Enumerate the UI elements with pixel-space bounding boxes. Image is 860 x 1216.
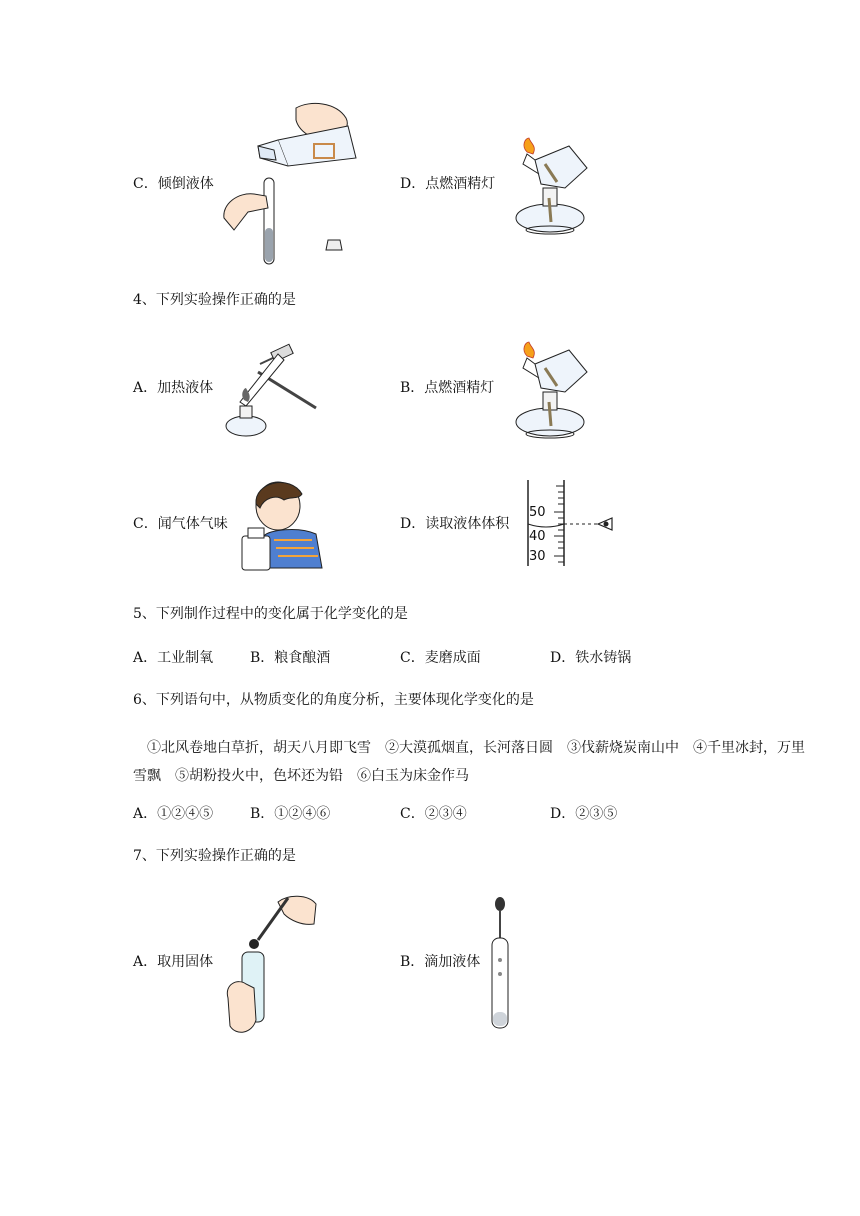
smell-gas-illustration <box>238 474 328 574</box>
q5-stem: 5、下列制作过程中的变化属于化学变化的是 <box>133 606 408 622</box>
cylinder-tick-40: 40 <box>529 529 546 544</box>
take-solid-illustration <box>222 888 322 1038</box>
q6-stem: 6、下列语句中，从物质变化的角度分析，主要体现化学变化的是 <box>133 692 534 708</box>
q7-option-b: B．滴加液体 <box>400 954 481 970</box>
cylinder-tick-50: 50 <box>529 505 546 520</box>
q6-option-d: D．②③⑤ <box>550 806 618 822</box>
q4-stem: 4、下列实验操作正确的是 <box>133 292 296 308</box>
q5-option-a: A．工业制氧 <box>133 650 214 666</box>
q6-option-b: B．①②④⑥ <box>250 806 331 822</box>
q6-passage: ①北风卷地白草折，胡天八月即飞雪 ②大漠孤烟直，长河落日圆 ③伐薪烧炭南山中 ④千里冰封，万里雪飘 ⑤胡粉投火中，色坏还为铅 ⑥白玉为床金作马 <box>133 740 805 784</box>
q3-option-d: D．点燃酒精灯 <box>400 176 496 192</box>
cylinder-tick-30: 30 <box>529 549 546 564</box>
q5-option-d: D．铁水铸锅 <box>550 650 632 666</box>
q3-option-c: C．倾倒液体 <box>133 176 214 192</box>
q7-option-a: A．取用固体 <box>133 954 214 970</box>
q4-option-b: B．点燃酒精灯 <box>400 380 495 396</box>
q7-stem: 7、下列实验操作正确的是 <box>133 848 296 864</box>
drop-liquid-illustration <box>486 896 516 1032</box>
q6-option-a: A．①②④⑤ <box>133 806 214 822</box>
pour-liquid-illustration <box>218 100 368 270</box>
q6-option-c: C．②③④ <box>400 806 467 822</box>
light-lamp-with-lamp-illustration <box>505 138 595 238</box>
q4-option-d: D．读取液体体积 <box>400 516 510 532</box>
heat-liquid-illustration <box>220 342 324 442</box>
q4-option-a: A．加热液体 <box>133 380 214 396</box>
q5-option-c: C．麦磨成面 <box>400 650 481 666</box>
q5-option-b: B．粮食酿酒 <box>250 650 331 666</box>
light-lamp-with-lamp-illustration-2 <box>505 342 595 442</box>
q4-option-c: C．闻气体气味 <box>133 516 228 532</box>
